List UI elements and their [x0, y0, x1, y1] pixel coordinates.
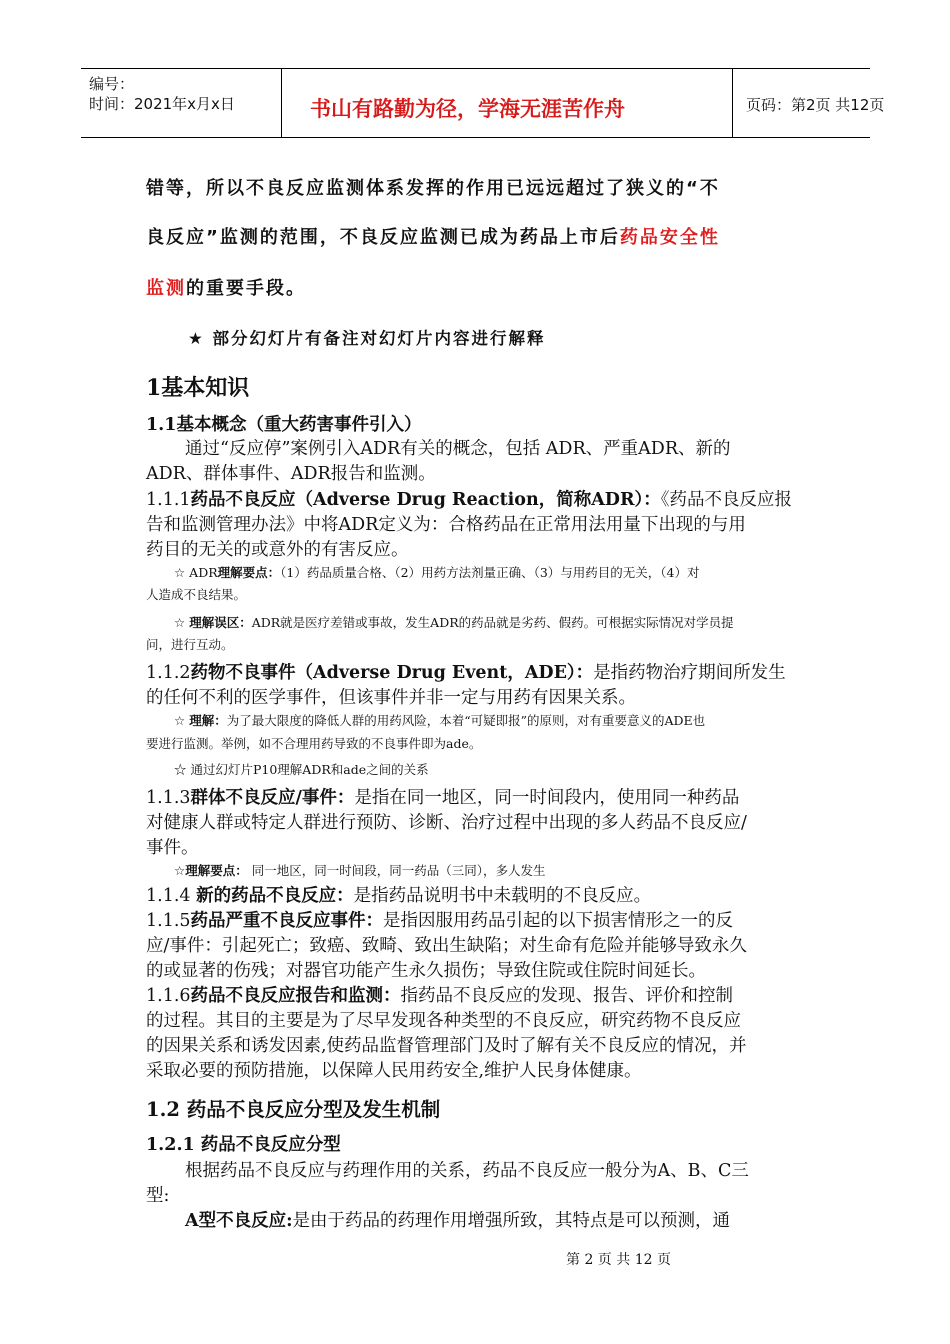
s113-text: 是指在同一地区，同一时间段内，使用同一种药品 [354, 788, 740, 808]
s115-line-3: 的或显著的伤残；对器官功能产生永久损伤；导致住院或住院时间延长。 [146, 961, 706, 981]
s111-note-1 [174, 563, 699, 581]
s112-note-1 [174, 711, 705, 729]
note-text: 同一地区，同一时间段，同一药品（三同），多人发生 [247, 863, 546, 878]
s112-line-1 [146, 659, 786, 684]
section-1-2-title: 1.2 药品不良反应分型及发生机制 [146, 1098, 441, 1121]
note-text: ADR就是医疗差错或事故，发生ADR的药品就是劣药、假药。可根据实际情况对学员提 [251, 615, 734, 630]
s113-line-1 [146, 784, 739, 809]
intro-line-2-text: 良反应”监测的范围，不良反应监测已成为药品上市后 [146, 227, 620, 248]
header-page-cell [732, 69, 885, 137]
type-a-text: 是由于药品的药理作用增强所致，其特点是可以预测，通 [292, 1211, 731, 1231]
s112-number: 1.1.2 [146, 663, 191, 683]
s115-line-2: 应/事件：引起死亡；致癌、致畸、致出生缺陷；对生命有危险并能够导致永久 [146, 936, 747, 956]
intro-line-3-text: 的重要手段。 [186, 278, 306, 299]
s111-line-3: 药目的无关的或意外的有害反应。 [146, 540, 409, 560]
s121-line-1: 根据药品不良反应与药理作用的关系，药品不良反应一般分为A、B、C三 [185, 1161, 749, 1181]
motto: 书山有路勤为径，学海无涯苦作舟 [310, 97, 625, 121]
s114-text: 是指药品说明书中未载明的不良反应。 [353, 886, 652, 906]
page-footer: 第 2 页 共 12 页 [566, 1252, 671, 1268]
s111-text: 《药品不良反应报 [660, 490, 792, 510]
s114-term: 新的药品不良反应： [196, 886, 354, 906]
s116-line-1 [146, 982, 733, 1007]
s112-text: 是指药物治疗期间所发生 [593, 663, 786, 683]
s114-number: 1.1.4 [146, 886, 197, 906]
note-star-prefix: ☆ [174, 863, 186, 878]
s112-line-2: 的任何不利的医学事件，但该事件并非一定与用药有因果关系。 [146, 688, 636, 708]
serial-label: 编号： [89, 75, 135, 93]
s116-term: 药品不良反应报告和监测： [190, 986, 401, 1006]
s11-para-line-2: ADR、群体事件、ADR报告和监测。 [146, 464, 436, 484]
header-motto-cell [281, 69, 733, 137]
s116-text: 指药品不良反应的发现、报告、评价和控制 [400, 986, 734, 1006]
note-text: （1）药品质量合格、（2）用药方法剂量正确、（3）与用药目的无关，（4）对 [280, 565, 700, 580]
s115-line-1 [146, 907, 733, 932]
s116-number: 1.1.6 [146, 986, 191, 1006]
s113-note [174, 861, 545, 879]
s115-text: 是指因服用药品引起的以下损害情形之一的反 [383, 911, 734, 931]
star-note: ★ 部分幻灯片有备注对幻灯片内容进行解释 [188, 329, 546, 348]
page-header [81, 68, 885, 138]
s111-note-1-cont: 人造成不良结果。 [146, 587, 247, 602]
s11-para-line-1: 通过“反应停”案例引入ADR有关的概念，包括 ADR、严重ADR、新的 [185, 439, 731, 459]
s113-line-3: 事件。 [146, 838, 199, 858]
s111-term: 药品不良反应（Adverse Drug Reaction，简称ADR）： [190, 490, 661, 510]
section-1-title: 1基本知识 [146, 375, 250, 401]
s112-note-1-cont: 要进行监测。举例，如不合理用药导致的不良事件即为ade。 [146, 736, 482, 751]
s111-line-2: 告和监测管理办法》中将ADR定义为：合格药品在正常用法用量下出现的与用 [146, 515, 746, 535]
s111-number: 1.1.1 [146, 490, 191, 510]
note-key: 理解要点： [185, 863, 248, 878]
s111-note-2 [174, 613, 734, 631]
s112-term: 药物不良事件（Adverse Drug Event，ADE）： [190, 663, 594, 683]
page-label: 页码：第2页 共12页 [746, 96, 885, 114]
s121-line-3 [185, 1207, 730, 1232]
note-key: 理解要点： [217, 565, 281, 580]
note-star-prefix: ☆ [174, 615, 190, 630]
s116-line-2: 的过程。其目的主要是为了尽早发现各种类型的不良反应，研究药物不良反应 [146, 1011, 741, 1031]
highlight-drug-safety: 药品安全性 [619, 227, 720, 248]
note-key: 理解： [189, 713, 227, 728]
s111-note-2-cont: 问，进行互动。 [146, 637, 234, 652]
s112-note-2: ☆ 通过幻灯片P10理解ADR和ade之间的关系 [174, 762, 429, 777]
note-key: 理解误区： [189, 615, 252, 630]
s115-number: 1.1.5 [146, 911, 191, 931]
highlight-monitoring: 监测 [146, 278, 186, 299]
s116-line-3: 的因果关系和诱发因素,使药品监督管理部门及时了解有关不良反应的情况，并 [146, 1036, 747, 1056]
s111-line-1 [146, 486, 792, 511]
s116-line-4: 采取必要的预防措施，以保障人民用药安全,维护人民身体健康。 [146, 1061, 642, 1081]
note-text: 为了最大限度的降低人群的用药风险，本着“可疑即报”的原则，对有重要意义的ADE也 [226, 713, 706, 728]
s113-line-2: 对健康人群或特定人群进行预防、诊断、治疗过程中出现的多人药品不良反应/ [146, 813, 747, 833]
note-star-prefix: ☆ ADR [174, 565, 218, 580]
intro-line-1: 错等，所以不良反应监测体系发挥的作用已远远超过了狭义的“不 [146, 178, 720, 199]
header-left-cell [81, 69, 281, 137]
intro-line-3 [146, 274, 306, 300]
s121-line-2: 型: [146, 1186, 170, 1206]
section-1-1-title: 1.1基本概念（重大药害事件引入） [146, 415, 422, 435]
section-1-2-1-title: 1.2.1 药品不良反应分型 [146, 1135, 341, 1155]
date-label: 时间：2021年x月x日 [89, 95, 235, 113]
s113-number: 1.1.3 [146, 788, 191, 808]
s113-term: 群体不良反应/事件： [190, 788, 355, 808]
intro-line-2 [146, 223, 720, 249]
s114-line-1 [146, 882, 651, 907]
type-a-term: A型不良反应: [185, 1211, 293, 1231]
s115-term: 药品严重不良反应事件： [190, 911, 384, 931]
note-star-prefix: ☆ [174, 713, 190, 728]
